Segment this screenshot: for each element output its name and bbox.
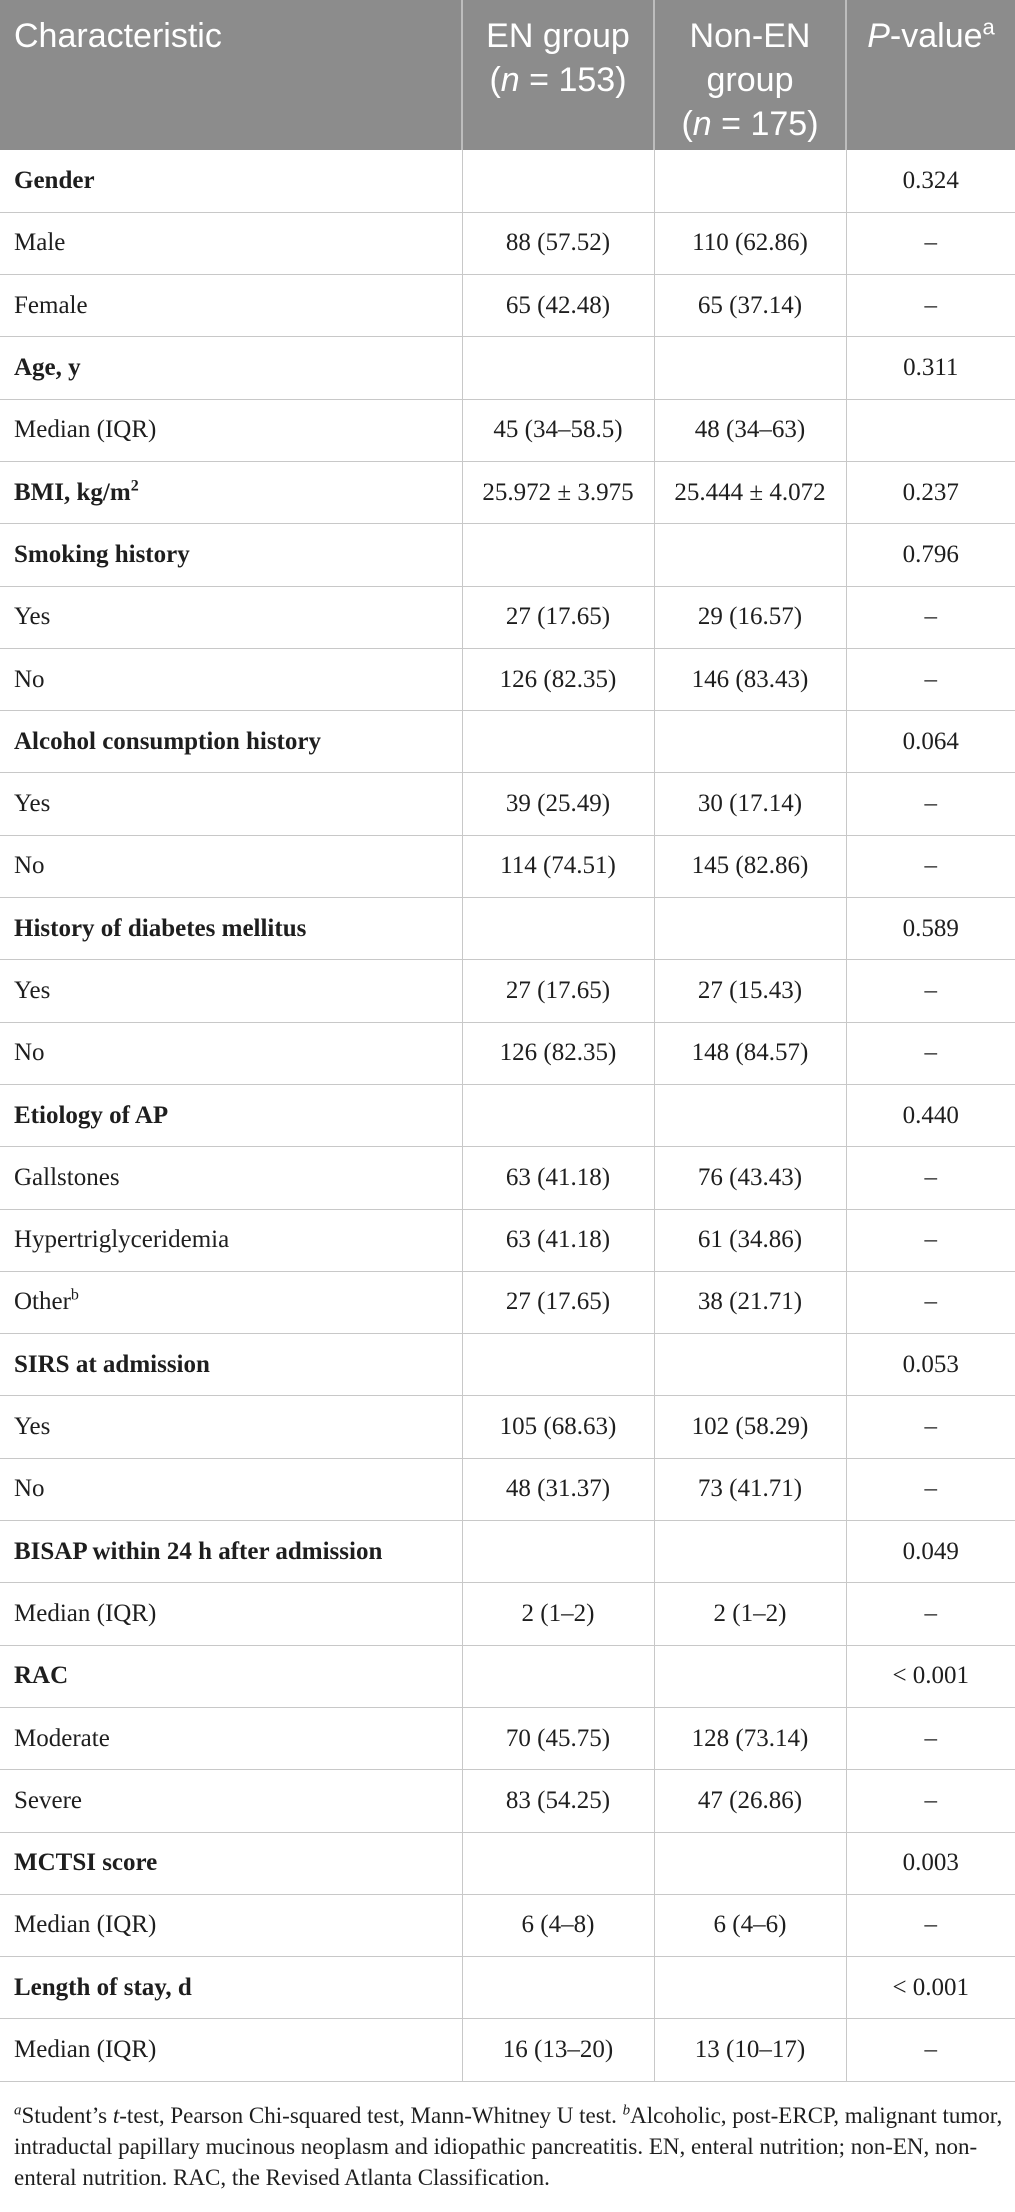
row-label-cell xyxy=(0,960,462,1022)
header-row xyxy=(0,0,1015,150)
row-label-cell xyxy=(0,898,462,960)
en-value-cell xyxy=(462,1521,654,1583)
row-label-cell xyxy=(0,1770,462,1832)
nonen-value: 128 (73.14) xyxy=(691,1724,809,1752)
p-value: – xyxy=(924,1724,937,1752)
header-nonen-line3: (n = 175) xyxy=(681,105,819,143)
p-value-cell xyxy=(846,461,1015,523)
row-label: BMI, kg/m xyxy=(14,478,131,506)
table-row xyxy=(0,524,1015,586)
nonen-value-cell xyxy=(654,461,846,523)
header-nonen-line2: group xyxy=(706,61,794,99)
en-value: 48 (31.37) xyxy=(505,1475,611,1503)
en-value-cell xyxy=(462,835,654,897)
nonen-value-cell xyxy=(654,1645,846,1707)
en-value-cell xyxy=(462,1396,654,1458)
en-value-cell xyxy=(462,1770,654,1832)
p-value-cell xyxy=(846,898,1015,960)
nonen-value: 146 (83.43) xyxy=(691,665,809,693)
header-nonen-line1: Non-EN xyxy=(689,17,811,55)
nonen-value: 6 (4–6) xyxy=(713,1911,787,1939)
row-label: Gallstones xyxy=(14,1163,120,1191)
row-label-cell xyxy=(0,1271,462,1333)
nonen-value-cell xyxy=(654,1209,846,1271)
p-value: – xyxy=(924,229,937,257)
p-value: 0.440 xyxy=(902,1101,959,1129)
en-value-cell xyxy=(462,524,654,586)
en-value-cell xyxy=(462,1583,654,1645)
row-label: BISAP within 24 h after admission xyxy=(14,1537,383,1565)
p-value: – xyxy=(924,1226,937,1254)
p-value: – xyxy=(924,1163,937,1191)
nonen-value-cell xyxy=(654,212,846,274)
nonen-value-cell xyxy=(654,337,846,399)
row-label: SIRS at admission xyxy=(14,1350,210,1378)
table-header xyxy=(0,0,1015,150)
row-label-sup: b xyxy=(70,1287,79,1305)
p-value-cell xyxy=(846,212,1015,274)
row-label: Female xyxy=(14,291,88,319)
nonen-value-cell xyxy=(654,773,846,835)
header-en-n-value: = 153) xyxy=(519,61,627,99)
p-value: 0.049 xyxy=(902,1537,959,1565)
row-label: No xyxy=(14,852,45,880)
en-value-cell xyxy=(462,1084,654,1146)
row-label-cell xyxy=(0,1147,462,1209)
table-row xyxy=(0,275,1015,337)
header-nonen-n-label: n xyxy=(692,105,712,143)
table-row xyxy=(0,150,1015,212)
nonen-value-cell xyxy=(654,711,846,773)
row-label-cell xyxy=(0,1084,462,1146)
p-value: 0.589 xyxy=(902,914,959,942)
nonen-value: 65 (37.14) xyxy=(697,291,803,319)
p-value-cell xyxy=(846,1147,1015,1209)
row-label: Median (IQR) xyxy=(14,1911,157,1939)
table-row xyxy=(0,1147,1015,1209)
nonen-value-cell xyxy=(654,1084,846,1146)
header-en-line2: (n = 153) xyxy=(489,61,627,99)
row-label-cell xyxy=(0,1022,462,1084)
en-value-cell xyxy=(462,1832,654,1894)
row-label: Yes xyxy=(14,790,51,818)
nonen-value-cell xyxy=(654,1022,846,1084)
p-value-cell xyxy=(846,1832,1015,1894)
nonen-value-cell xyxy=(654,898,846,960)
en-value-cell xyxy=(462,1209,654,1271)
table-row xyxy=(0,648,1015,710)
table-row xyxy=(0,773,1015,835)
table-row xyxy=(0,1022,1015,1084)
nonen-value: 61 (34.86) xyxy=(697,1226,803,1254)
row-label-cell xyxy=(0,1894,462,1956)
p-value-cell xyxy=(846,150,1015,212)
nonen-value-cell xyxy=(654,399,846,461)
en-value-cell xyxy=(462,1334,654,1396)
en-value: 16 (13–20) xyxy=(502,2036,614,2064)
nonen-value: 76 (43.43) xyxy=(697,1163,803,1191)
row-label-cell xyxy=(0,275,462,337)
p-value: 0.064 xyxy=(902,727,959,755)
p-value: – xyxy=(924,977,937,1004)
en-value-cell xyxy=(462,960,654,1022)
table-row xyxy=(0,1894,1015,1956)
en-value-cell xyxy=(462,1707,654,1769)
p-value-cell xyxy=(846,648,1015,710)
row-label-cell xyxy=(0,461,462,523)
en-value-cell xyxy=(462,1022,654,1084)
p-value: – xyxy=(924,1413,937,1441)
row-label-cell xyxy=(0,399,462,461)
row-label: Male xyxy=(14,229,66,257)
p-value: – xyxy=(924,665,937,693)
p-value-cell xyxy=(846,1458,1015,1520)
en-value: 27 (17.65) xyxy=(505,603,611,631)
en-value: 126 (82.35) xyxy=(499,1039,617,1067)
p-value-cell xyxy=(846,960,1015,1022)
nonen-value-cell xyxy=(654,1894,846,1956)
row-label: Alcohol consumption history xyxy=(14,727,321,755)
table-row xyxy=(0,1334,1015,1396)
footnote-a-text-2: -test, Pearson Chi-squared test, Mann-Whitney U test. xyxy=(119,2103,623,2128)
nonen-value: 110 (62.86) xyxy=(692,229,808,257)
en-value: 114 (74.51) xyxy=(500,852,616,880)
row-label: RAC xyxy=(14,1662,69,1690)
en-value: 105 (68.63) xyxy=(499,1413,617,1441)
en-value: 70 (45.75) xyxy=(505,1724,611,1752)
p-value: – xyxy=(924,1288,937,1316)
header-en-group xyxy=(462,0,654,150)
row-label-sup: 2 xyxy=(130,477,139,495)
nonen-value-cell xyxy=(654,1583,846,1645)
nonen-value: 30 (17.14) xyxy=(697,790,803,818)
p-value-cell xyxy=(846,2019,1015,2081)
row-label: Median (IQR) xyxy=(14,416,157,444)
row-label: Moderate xyxy=(14,1724,110,1752)
row-label-cell xyxy=(0,648,462,710)
table-row xyxy=(0,1645,1015,1707)
p-value: – xyxy=(924,1039,937,1067)
header-characteristic-text: Characteristic xyxy=(14,17,222,55)
p-value: – xyxy=(924,2036,937,2064)
en-value: 39 (25.49) xyxy=(505,790,611,818)
table-row xyxy=(0,1957,1015,2019)
row-label-cell xyxy=(0,711,462,773)
table-row xyxy=(0,337,1015,399)
nonen-value-cell xyxy=(654,835,846,897)
header-characteristic xyxy=(0,0,462,150)
p-value: – xyxy=(924,852,937,880)
row-label: Age, y xyxy=(14,354,81,382)
p-value-cell xyxy=(846,1271,1015,1333)
en-value: 27 (17.65) xyxy=(505,1288,611,1316)
p-value: – xyxy=(924,1475,937,1503)
en-value: 25.972 ± 3.975 xyxy=(482,478,634,506)
en-value-cell xyxy=(462,648,654,710)
row-label-cell xyxy=(0,1583,462,1645)
en-value-cell xyxy=(462,586,654,648)
row-label: Length of stay, d xyxy=(14,1973,192,2001)
p-value-cell xyxy=(846,1334,1015,1396)
p-value-cell xyxy=(846,835,1015,897)
en-value: 2 (1–2) xyxy=(521,1599,595,1627)
p-value: 0.324 xyxy=(902,166,959,194)
en-value-cell xyxy=(462,1894,654,1956)
table-row xyxy=(0,586,1015,648)
row-label: MCTSI score xyxy=(14,1849,158,1877)
row-label-cell xyxy=(0,337,462,399)
p-value-cell xyxy=(846,1894,1015,1956)
p-value: – xyxy=(924,790,937,818)
row-label-cell xyxy=(0,150,462,212)
en-value-cell xyxy=(462,1271,654,1333)
header-pvalue-sup: a xyxy=(982,14,995,40)
row-label-cell xyxy=(0,1832,462,1894)
en-value-cell xyxy=(462,1458,654,1520)
row-label: Etiology of AP xyxy=(14,1101,169,1129)
en-value-cell xyxy=(462,773,654,835)
table-row xyxy=(0,1770,1015,1832)
en-value: 88 (57.52) xyxy=(505,229,611,257)
row-label: No xyxy=(14,1475,45,1503)
p-value: – xyxy=(924,1786,937,1814)
row-label-cell xyxy=(0,586,462,648)
table-row xyxy=(0,711,1015,773)
nonen-value-cell xyxy=(654,1957,846,2019)
en-value: 45 (34–58.5) xyxy=(493,416,623,444)
en-value: 83 (54.25) xyxy=(505,1786,611,1814)
table-row xyxy=(0,835,1015,897)
nonen-value: 47 (26.86) xyxy=(697,1786,803,1814)
en-value-cell xyxy=(462,1957,654,2019)
en-value-cell xyxy=(462,275,654,337)
p-value-cell xyxy=(846,1707,1015,1769)
p-value-cell xyxy=(846,1521,1015,1583)
nonen-value: 148 (84.57) xyxy=(691,1039,809,1067)
p-value-cell xyxy=(846,399,1015,461)
table-row xyxy=(0,461,1015,523)
nonen-value-cell xyxy=(654,1521,846,1583)
row-label-cell xyxy=(0,212,462,274)
p-value: – xyxy=(924,1911,937,1939)
nonen-value-cell xyxy=(654,960,846,1022)
en-value-cell xyxy=(462,212,654,274)
row-label: No xyxy=(14,1039,45,1067)
table-footnote xyxy=(14,2100,1004,2193)
footnote-a-marker: a xyxy=(14,2102,22,2119)
p-value: – xyxy=(924,603,937,631)
p-value: 0.796 xyxy=(902,540,959,568)
en-value: 63 (41.18) xyxy=(505,1226,611,1254)
nonen-value: 27 (15.43) xyxy=(697,977,803,1004)
nonen-value-cell xyxy=(654,1334,846,1396)
header-en-n-label: n xyxy=(500,61,520,99)
p-value: 0.311 xyxy=(903,354,959,382)
nonen-value-cell xyxy=(654,1147,846,1209)
p-value-cell xyxy=(846,1084,1015,1146)
row-label-cell xyxy=(0,1521,462,1583)
nonen-value: 38 (21.71) xyxy=(697,1288,803,1316)
p-value: < 0.001 xyxy=(892,1662,970,1690)
table-row xyxy=(0,898,1015,960)
p-value-cell xyxy=(846,586,1015,648)
nonen-value: 145 (82.86) xyxy=(691,852,809,880)
nonen-value: 29 (16.57) xyxy=(697,603,803,631)
en-value: 65 (42.48) xyxy=(505,291,611,319)
row-label-cell xyxy=(0,524,462,586)
header-en-line1: EN group xyxy=(486,17,630,55)
table-row xyxy=(0,1209,1015,1271)
p-value-cell xyxy=(846,1645,1015,1707)
header-nonen-group xyxy=(654,0,846,150)
table-row xyxy=(0,1458,1015,1520)
header-pvalue-text: -value xyxy=(889,17,983,55)
p-value-cell xyxy=(846,1770,1015,1832)
row-label-cell xyxy=(0,2019,462,2081)
p-value-cell xyxy=(846,337,1015,399)
footnote-a-t: t xyxy=(112,2103,120,2128)
table-row xyxy=(0,212,1015,274)
nonen-value: 73 (41.71) xyxy=(697,1475,803,1503)
header-pvalue xyxy=(846,0,1015,150)
row-label-cell xyxy=(0,1458,462,1520)
row-label: Median (IQR) xyxy=(14,1599,157,1627)
header-nonen-n-value: = 175) xyxy=(711,105,819,143)
row-label: History of diabetes mellitus xyxy=(14,914,307,942)
row-label: Yes xyxy=(14,1413,51,1441)
nonen-value-cell xyxy=(654,2019,846,2081)
p-value-cell xyxy=(846,524,1015,586)
table-row xyxy=(0,1084,1015,1146)
en-value: 126 (82.35) xyxy=(499,665,617,693)
nonen-value-cell xyxy=(654,1832,846,1894)
nonen-value-cell xyxy=(654,1707,846,1769)
nonen-value-cell xyxy=(654,1770,846,1832)
nonen-value-cell xyxy=(654,275,846,337)
table-row xyxy=(0,960,1015,1022)
p-value-cell xyxy=(846,1957,1015,2019)
p-value: 0.053 xyxy=(902,1350,959,1378)
p-value: 0.003 xyxy=(902,1849,959,1877)
row-label-cell xyxy=(0,1334,462,1396)
row-label: Severe xyxy=(14,1786,83,1814)
row-label: Yes xyxy=(14,603,51,631)
en-value-cell xyxy=(462,1147,654,1209)
row-label: Yes xyxy=(14,977,51,1004)
row-label-cell xyxy=(0,835,462,897)
en-value-cell xyxy=(462,1645,654,1707)
table-row xyxy=(0,1271,1015,1333)
p-value: 0.237 xyxy=(902,478,959,506)
row-label: Smoking history xyxy=(14,540,190,568)
en-value-cell xyxy=(462,399,654,461)
nonen-value-cell xyxy=(654,586,846,648)
p-value-cell xyxy=(846,1022,1015,1084)
row-label: Hypertriglyceridemia xyxy=(14,1226,230,1254)
table-row xyxy=(0,1396,1015,1458)
nonen-value-cell xyxy=(654,150,846,212)
nonen-value-cell xyxy=(654,1458,846,1520)
p-value: – xyxy=(924,1599,937,1627)
row-label-cell xyxy=(0,1209,462,1271)
row-label-cell xyxy=(0,1707,462,1769)
row-label: Gender xyxy=(14,166,95,194)
row-label: Other xyxy=(14,1288,71,1316)
table-row xyxy=(0,2019,1015,2081)
row-label-cell xyxy=(0,1645,462,1707)
header-pvalue-p: P xyxy=(867,17,890,55)
nonen-value: 48 (34–63) xyxy=(694,416,806,444)
p-value: – xyxy=(924,291,937,319)
p-value-cell xyxy=(846,1396,1015,1458)
en-value-cell xyxy=(462,150,654,212)
row-label-cell xyxy=(0,1396,462,1458)
nonen-value-cell xyxy=(654,1396,846,1458)
table-row xyxy=(0,399,1015,461)
row-label-cell xyxy=(0,773,462,835)
en-value-cell xyxy=(462,898,654,960)
p-value: < 0.001 xyxy=(892,1973,970,2001)
en-value-cell xyxy=(462,337,654,399)
footnote-a-text-1: Student’s xyxy=(21,2103,113,2128)
en-value: 6 (4–8) xyxy=(521,1911,595,1939)
footnote-b-text: Alcoholic, post-ERCP, malignant tumor, intraductal papillary mucinous neoplasm and idiopathic pancreatitis. EN, enteral nutrition; non-EN, non-enteral nutrition. RAC, the Revised Atlanta Classification. xyxy=(14,2103,1003,2190)
table-body xyxy=(0,150,1015,2081)
en-value-cell xyxy=(462,461,654,523)
table-row xyxy=(0,1707,1015,1769)
nonen-value: 13 (10–17) xyxy=(694,2036,806,2064)
p-value-cell xyxy=(846,275,1015,337)
table-row xyxy=(0,1521,1015,1583)
row-label: Median (IQR) xyxy=(14,2036,157,2064)
nonen-value: 102 (58.29) xyxy=(691,1413,809,1441)
en-value: 27 (17.65) xyxy=(505,977,611,1004)
row-label-cell xyxy=(0,1957,462,2019)
nonen-value-cell xyxy=(654,1271,846,1333)
nonen-value-cell xyxy=(654,648,846,710)
p-value-cell xyxy=(846,1583,1015,1645)
footnote-b-marker: b xyxy=(622,2102,631,2119)
table-row xyxy=(0,1832,1015,1894)
row-label: No xyxy=(14,665,45,693)
p-value-cell xyxy=(846,773,1015,835)
en-value-cell xyxy=(462,711,654,773)
p-value-cell xyxy=(846,1209,1015,1271)
nonen-value: 2 (1–2) xyxy=(713,1599,787,1627)
en-value-cell xyxy=(462,2019,654,2081)
table-row xyxy=(0,1583,1015,1645)
nonen-value-cell xyxy=(654,524,846,586)
nonen-value: 25.444 ± 4.072 xyxy=(674,478,826,506)
p-value-cell xyxy=(846,711,1015,773)
en-value: 63 (41.18) xyxy=(505,1163,611,1191)
